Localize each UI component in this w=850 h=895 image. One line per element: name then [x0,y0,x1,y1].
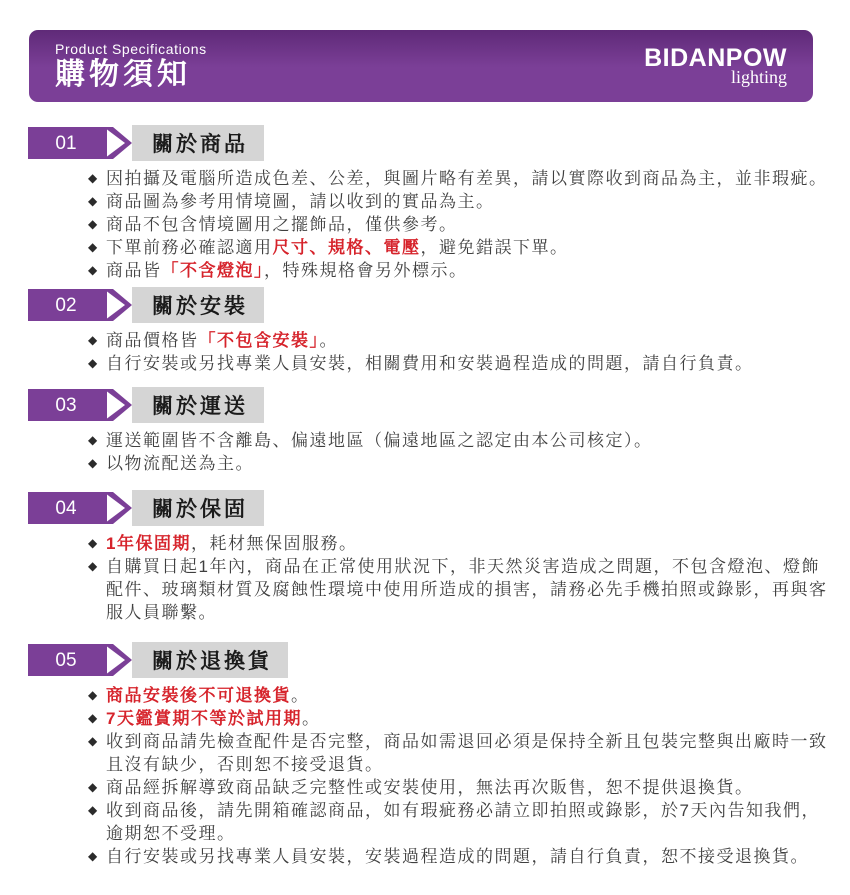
highlight-text: 7天鑑賞期不等於試用期 [106,709,302,728]
section-items [28,684,838,868]
body-text: 因拍攝及電腦所造成色差、公差，與圖片略有差異，請以實際收到商品為主，並非瑕疵。 [106,169,828,188]
body-text: 收到商品請先檢查配件是否完整，商品如需退回必須是保持全新且包裝完整與出廠時一致且沒有缺少，否則恕不接受退貨。 [106,732,828,774]
section-header [28,287,838,323]
section-number: 01 [55,133,77,154]
diamond-bullet-icon: ◆ [88,263,98,277]
diamond-bullet-icon: ◆ [88,433,98,447]
body-text: 。 [291,686,310,705]
body-text: 自行安裝或另找專業人員安裝，相關費用和安裝過程造成的問題，請自行負責。 [106,354,754,373]
diamond-bullet-icon: ◆ [88,171,98,185]
header-banner [29,30,813,102]
diamond-bullet-icon: ◆ [88,711,98,725]
list-item [88,452,838,475]
section-number: 05 [55,650,77,671]
body-text: 自行安裝或另找專業人員安裝，安裝過程造成的問題，請自行負責，恕不接受退換貨。 [106,847,809,866]
section-number: 02 [55,295,77,316]
list-item [88,329,838,352]
header-subtitle: Product Specifications [55,41,207,57]
list-item [88,259,838,282]
section-title-box [132,287,264,323]
section-title-box [132,642,288,678]
sections [28,125,838,868]
diamond-bullet-icon: ◆ [88,849,98,863]
section-items [28,429,838,475]
list-item [88,236,838,259]
highlight-text: 「不含燈泡」 [161,261,264,280]
section [28,287,838,375]
list-item [88,213,838,236]
body-text: 自購買日起1年內，商品在正常使用狀況下，非天然災害造成之問題，不包含燈泡、燈飾配件、玻璃類材質及腐蝕性環境中使用所造成的損害，請務必先手機拍照或錄影，再與客服人員聯繫。 [106,557,828,622]
brand-tagline: lighting [730,67,787,87]
body-text: 商品經拆解導致商品缺乏完整性或安裝使用，無法再次販售，恕不提供退換貨。 [106,778,754,797]
body-text: ，避免錯誤下單。 [420,238,569,257]
section-items [28,329,838,375]
section [28,125,838,282]
section-items [28,532,838,624]
diamond-bullet-icon: ◆ [88,456,98,470]
page [0,30,850,868]
diamond-bullet-icon: ◆ [88,333,98,347]
highlight-text: 「不包含安裝」 [198,331,320,350]
diamond-bullet-icon: ◆ [88,356,98,370]
section-title-box [132,490,264,526]
section-title: 關於運送 [152,395,248,418]
section [28,387,838,475]
body-text: 下單前務必確認適用 [106,238,273,257]
list-item [88,707,838,730]
body-text: 商品皆 [106,261,162,280]
body-text: 商品圖為參考用情境圖，請以收到的實品為主。 [106,192,495,211]
list-item [88,532,838,555]
body-text: 以物流配送為主。 [106,454,254,473]
section-number-badge [28,389,132,421]
section-number: 04 [55,498,77,519]
section-header [28,642,838,678]
body-text: ，特殊規格會另外標示。 [264,261,468,280]
section-number-badge [28,289,132,321]
diamond-bullet-icon: ◆ [88,240,98,254]
list-item [88,190,838,213]
diamond-bullet-icon: ◆ [88,688,98,702]
body-text: ，耗材無保固服務。 [190,534,358,553]
body-text: 。 [301,709,321,728]
diamond-bullet-icon: ◆ [88,217,98,231]
list-item [88,167,838,190]
diamond-bullet-icon: ◆ [88,536,98,550]
diamond-bullet-icon: ◆ [88,559,98,573]
diamond-bullet-icon: ◆ [88,734,98,748]
body-text: 商品不包含情境圖用之擺飾品，僅供參考。 [106,215,458,234]
section-title-box [132,387,264,423]
page-title: 購物須知 [55,58,191,91]
section-header [28,490,838,526]
section-items [28,167,838,282]
section-title: 關於商品 [152,133,248,156]
section-number-badge [28,644,132,676]
highlight-text: 商品安裝後不可退換貨 [106,686,291,705]
list-item [88,776,838,799]
section [28,642,838,868]
header-text-block [55,40,207,92]
list-item [88,799,838,845]
list-item [88,684,838,707]
list-item [88,555,838,624]
brand-logo [644,46,787,86]
section-title-box [132,125,264,161]
highlight-text: 尺寸、規格、電壓 [272,238,421,257]
list-item [88,352,838,375]
list-item [88,429,838,452]
body-text: 運送範圍皆不含離島、偏遠地區（偏遠地區之認定由本公司核定）。 [106,431,653,450]
body-text: 收到商品後，請先開箱確認商品，如有瑕疵務必請立即拍照或錄影，於7天內告知我們，逾期恕不受理。 [106,801,820,843]
section-number: 03 [55,395,77,416]
section-title: 關於退換貨 [152,650,272,673]
section-number-badge [28,127,132,159]
diamond-bullet-icon: ◆ [88,780,98,794]
body-text: 商品價格皆 [106,331,199,350]
diamond-bullet-icon: ◆ [88,803,98,817]
section [28,490,838,624]
brand-name: BIDANPOW [644,44,787,72]
highlight-text: 1年保固期 [106,534,191,553]
section-header [28,125,838,161]
section-header [28,387,838,423]
section-title: 關於保固 [152,498,248,521]
body-text: 。 [319,331,338,350]
section-number-badge [28,492,132,524]
list-item [88,730,838,776]
diamond-bullet-icon: ◆ [88,194,98,208]
section-title: 關於安裝 [152,295,248,318]
